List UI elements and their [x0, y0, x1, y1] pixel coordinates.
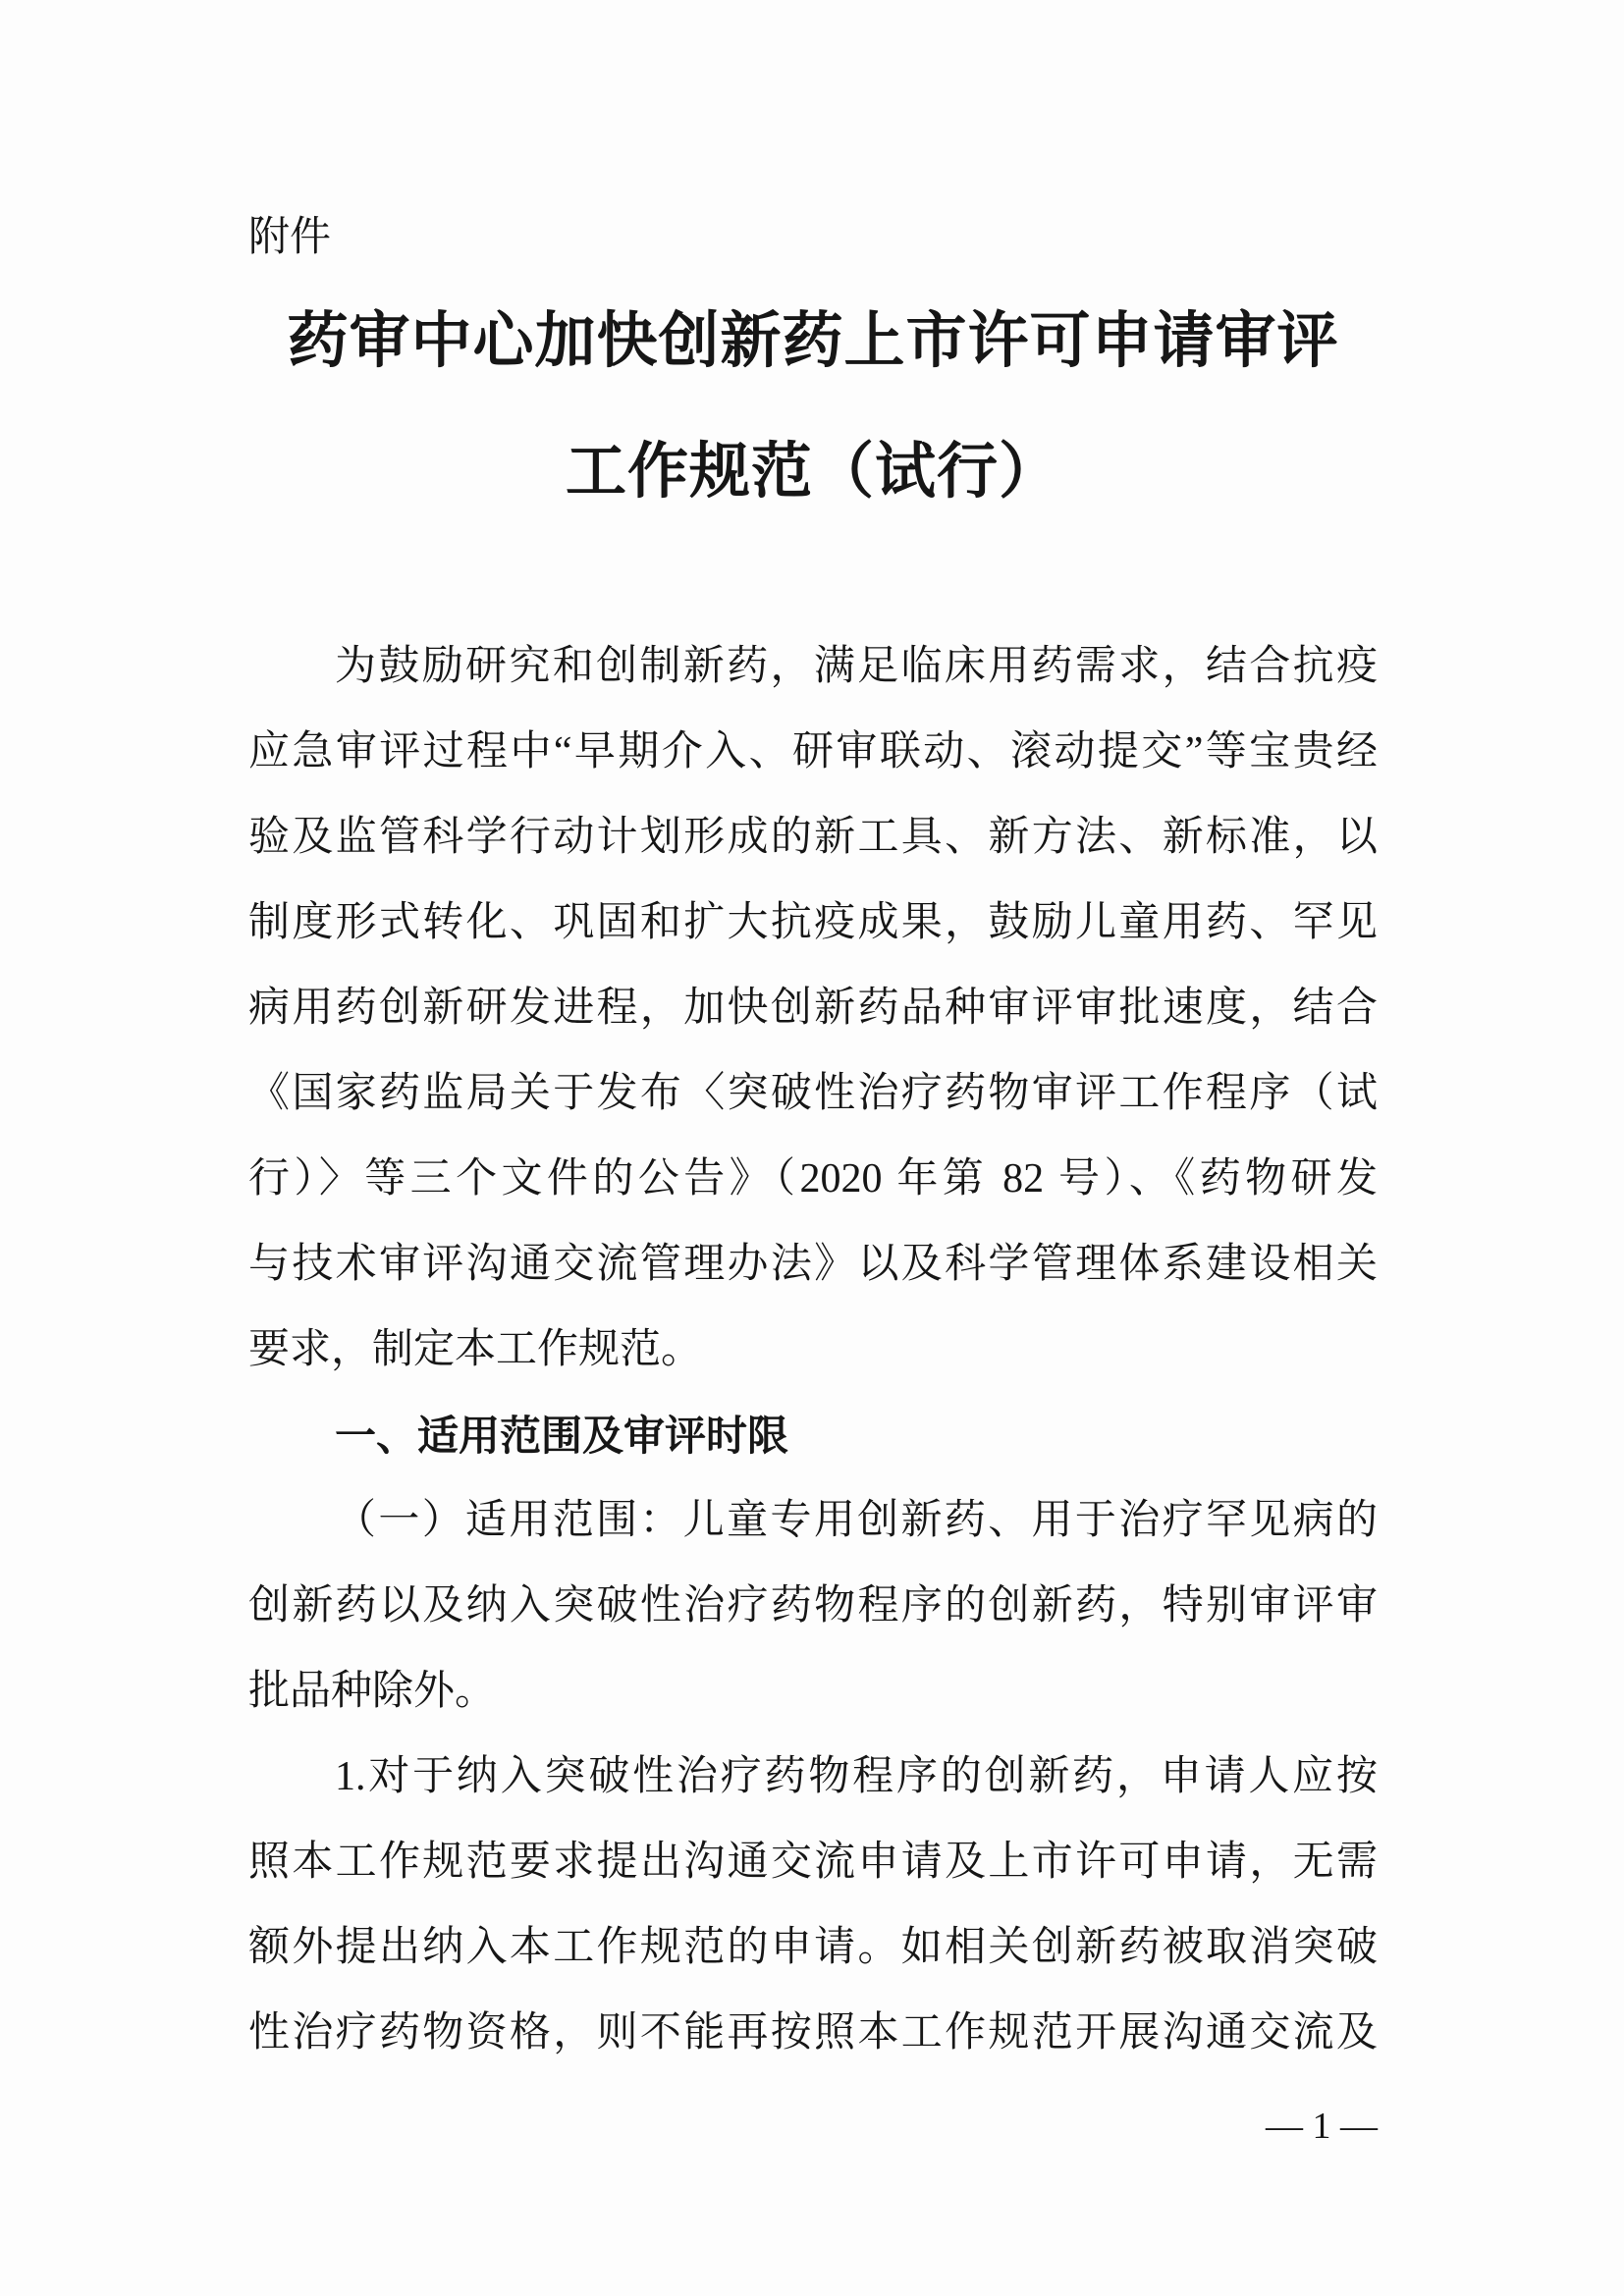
document-title [248, 277, 1378, 538]
body-line: 创新药以及纳入突破性治疗药物程序的创新药，特别审评审 [248, 1583, 1378, 1629]
page-number: — 1 — [1266, 2106, 1378, 2147]
document-title-line2: 工作规范（试行） [565, 439, 1060, 506]
body-line: 要求，制定本工作规范。 [248, 1327, 703, 1372]
body-line: 照本工作规范要求提出沟通交流申请及上市许可申请，无需 [248, 1840, 1378, 1885]
body-line: 额外提出纳入本工作规范的申请。如相关创新药被取消突破 [248, 1925, 1378, 1970]
document-title-line1: 药审中心加快创新药上市许可申请审评 [287, 308, 1339, 375]
body-line: 与技术审评沟通交流管理办法》以及科学管理体系建设相关 [248, 1242, 1378, 1287]
attachment-label: 附件 [248, 213, 332, 259]
body-line: 性治疗药物资格，则不能再按照本工作规范开展沟通交流及 [248, 2010, 1378, 2056]
body-line: 为鼓励研究和创制新药，满足临床用药需求，结合抗疫 [335, 644, 1378, 689]
body-line: 行）〉等三个文件的公告》（2020 年第 82 号）、《药物研发 [248, 1156, 1378, 1201]
body-line: 批品种除外。 [248, 1669, 497, 1714]
body-line: 1.对于纳入突破性治疗药物程序的创新药，申请人应按 [335, 1754, 1378, 1799]
body-line: 病用药创新研发进程，加快创新药品种审评审批速度，结合 [248, 986, 1378, 1031]
section-heading: 一、适用范围及审评时限 [335, 1413, 789, 1459]
body-line: （一）适用范围：儿童专用创新药、用于治疗罕见病的 [335, 1498, 1378, 1543]
body-line: 《国家药监局关于发布〈突破性治疗药物审评工作程序（试 [248, 1071, 1378, 1116]
document-body [248, 624, 1378, 2076]
body-line: 应急审评过程中“早期介入、研审联动、滚动提交”等宝贵经 [248, 729, 1378, 774]
body-line: 制度形式转化、巩固和扩大抗疫成果，鼓励儿童用药、罕见 [248, 900, 1378, 945]
body-line: 验及监管科学行动计划形成的新工具、新方法、新标准，以 [248, 815, 1378, 860]
